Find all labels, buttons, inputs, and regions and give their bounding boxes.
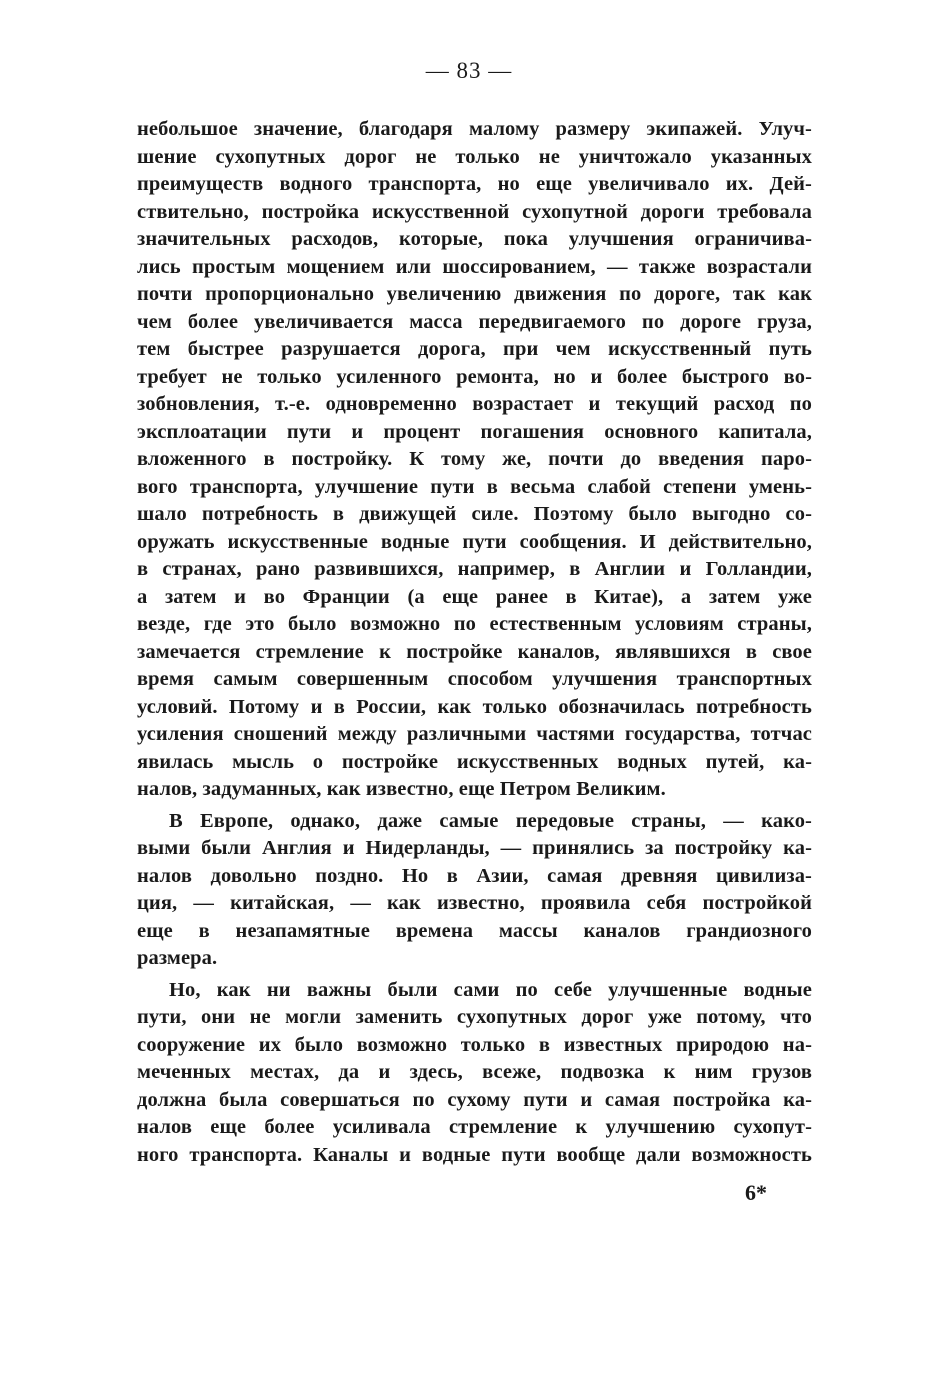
- page-number: — 83 —: [425, 58, 513, 83]
- text-line: меченных местах, да и здесь, всеже, подвозка к ним грузов: [137, 1061, 812, 1083]
- text-line: выми были Англия и Нидерланды, — принялись за постройку ка-: [137, 837, 812, 859]
- text-line: а затем и во Франции (а еще ранее в Китае), а затем уже: [137, 585, 812, 608]
- paragraph: [137, 977, 812, 1170]
- text-line: шало потребность в движущей силе. Поэтому было выгодно со-: [137, 503, 812, 525]
- text-line: вложенного в постройку. К тому же, почти до введения паро-: [137, 448, 812, 470]
- text-line: замечается стремление к постройке каналов, являвшихся в свое: [137, 640, 812, 663]
- text-line: оружать искусственные водные пути сообщения. И действительно,: [137, 530, 812, 553]
- text-line: шение сухопутных дорог не только не уничтожало указанных: [137, 145, 812, 168]
- printer-signature-mark: 6*: [745, 1180, 767, 1205]
- text-line: небольшое значение, благодаря малому размеру экипажей. Улуч-: [137, 118, 812, 140]
- text-line: пути, они не могли заменить сухопутных дорог уже потому, что: [137, 1006, 812, 1028]
- text-line: тем быстрее разрушается дорога, при чем искусственный путь: [137, 338, 812, 360]
- text-line: явилась мысль о постройке искусственных водных путей, ка-: [137, 750, 812, 773]
- text-line: значительных расходов, которые, пока улучшения ограничива-: [137, 228, 812, 250]
- text-line: время самым совершенным способом улучшения транспортных: [137, 668, 812, 690]
- text-line: налов довольно поздно. Но в Азии, самая древняя цивилиза-: [137, 864, 812, 887]
- text-line: эксплоатации пути и процент погашения основного капитала,: [137, 420, 812, 443]
- text-line: зобновления, т.-е. одновременно возрастает и текущий расход по: [137, 393, 812, 415]
- text-line: условий. Потому и в России, как только обозначилась потребность: [137, 695, 812, 718]
- text-line: почти пропорционально увеличению движения по дороге, так как: [137, 283, 812, 305]
- text-line: размера.: [137, 947, 218, 969]
- text-line: ного транспорта. Каналы и водные пути вообще дали возможность: [137, 1143, 812, 1166]
- text-line: в странах, рано развившихся, например, в Англии и Голландии,: [137, 558, 812, 580]
- text-line: преимуществ водного транспорта, но еще увеличивало их. Дей-: [137, 173, 812, 195]
- text-line: усиления сношений между различными частями государства, тотчас: [137, 723, 812, 745]
- body-text: [137, 116, 812, 1169]
- text-line: требует не только усиленного ремонта, но и более быстрого во-: [137, 365, 812, 388]
- text-line: еще в незапамятные времена массы каналов грандиозного: [137, 919, 812, 942]
- paragraph: [137, 808, 812, 973]
- text-line: чем более увеличивается масса передвигаемого по дороге груза,: [137, 310, 812, 333]
- text-line: должна была совершаться по сухому пути и самая постройка ка-: [137, 1088, 812, 1111]
- paragraph: [137, 116, 812, 804]
- text-line: ция, — китайская, — как известно, проявила себя постройкой: [137, 892, 812, 914]
- text-line: лись простым мощением или шоссированием, — также возрастали: [137, 255, 812, 278]
- text-line: Но, как ни важны были сами по себе улучшенные водные: [169, 978, 812, 1001]
- text-line: везде, где это было возможно по естественным условиям страны,: [137, 613, 812, 635]
- text-line: сооружение их было возможно только в известных природою на-: [137, 1033, 812, 1056]
- text-line: ствительно, постройка искусственной сухопутной дороги требовала: [137, 200, 812, 223]
- text-line: налов, задуманных, как известно, еще Петром Великим.: [137, 778, 666, 800]
- text-line: В Европе, однако, даже самые передовые страны, — како-: [169, 809, 812, 832]
- text-line: налов еще более усиливала стремление к улучшению сухопут-: [137, 1116, 812, 1138]
- text-line: вого транспорта, улучшение пути в весьма слабой степени умень-: [137, 475, 812, 498]
